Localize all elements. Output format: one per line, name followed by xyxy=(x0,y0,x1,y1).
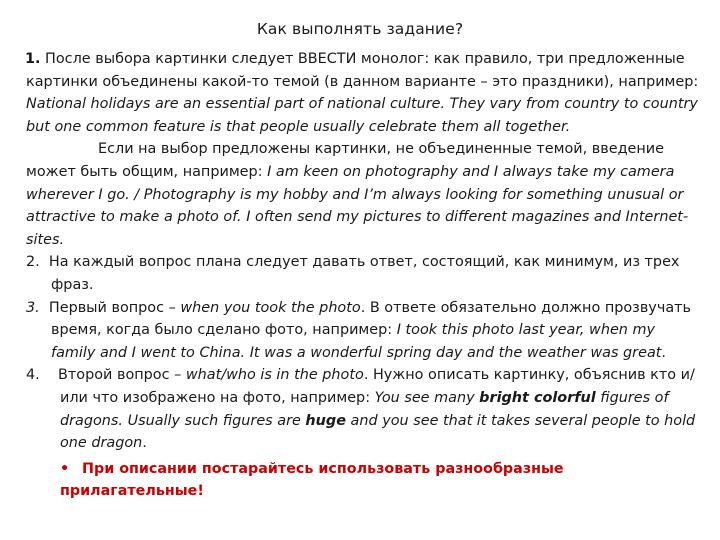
item-2-number: 2. xyxy=(26,254,40,271)
item-4-example-bold-b: huge xyxy=(305,412,346,429)
item-3-text-c: . xyxy=(661,344,666,361)
item-3-example: I took this photo last year, when my family and I went to China. It was a wonderful spring day and the weather was great xyxy=(51,322,662,361)
slide-title: Как выполнять задание? xyxy=(256,20,464,38)
item-4-example-c: and you see that it takes several people to hold one dragon xyxy=(60,412,696,452)
item-3-number: 3. xyxy=(26,299,40,316)
item-1-example: National holidays are an essential part of national culture. They vary from country to country but one common feature is that people usually celebrate them all together. xyxy=(26,96,698,135)
bullet-icon: • xyxy=(60,460,70,477)
slide-content xyxy=(26,48,702,503)
item-4-example-b: figures of dragons. Usually such figures are xyxy=(60,389,669,429)
item-3-text-a: Первый вопрос – xyxy=(48,299,181,316)
bullet-tip-text: При описании постарайтесь использовать разнообразные прилагательные! xyxy=(60,460,564,500)
item-4-number: 4. xyxy=(26,367,40,384)
item-4-example-a: You see many xyxy=(374,389,480,406)
item-2-text: На каждый вопрос плана следует давать ответ, состоящий, как минимум, из трех фраз. xyxy=(48,254,680,293)
item-1-note-text: Если на выбор предложены картинки, не объединенные темой, введение может быть общим, например: xyxy=(26,141,664,180)
item-1-note-example: I am keen on photography and I always take my camera wherever I go. / Photography is my hobby and I’m always looking for something unusual or attractive to make a photo of. I often send my pictures to different magazines and Internet-sites. xyxy=(26,163,689,248)
item-3 xyxy=(26,297,702,365)
item-3-text-b: . В ответе обязательно должно прозвучать время, когда было сделано фото, например: xyxy=(51,299,692,339)
item-4-question: what/who is in the photo xyxy=(185,367,364,384)
item-4-text-c: . xyxy=(142,435,147,452)
item-4-example-bold-a: bright colorful xyxy=(479,389,596,406)
item-1-note xyxy=(26,138,702,251)
item-2 xyxy=(26,251,702,296)
bullet-tip xyxy=(26,458,702,503)
item-1-number: 1. xyxy=(25,51,41,67)
item-4 xyxy=(26,364,702,454)
item-1 xyxy=(26,48,702,138)
item-4-text-b: . Нужно описать картинку, объяснив кто и/или что изображено на фото, например: xyxy=(60,367,695,406)
item-4-text-a: Второй вопрос – xyxy=(58,367,186,384)
item-3-question: when you took the photo xyxy=(180,299,361,316)
item-1-text: После выбора картинки следует ВВЕСТИ монолог: как правило, три предложенные картинки объединены какой-то темой (в данном варианте – это праздники), например: xyxy=(26,51,699,90)
